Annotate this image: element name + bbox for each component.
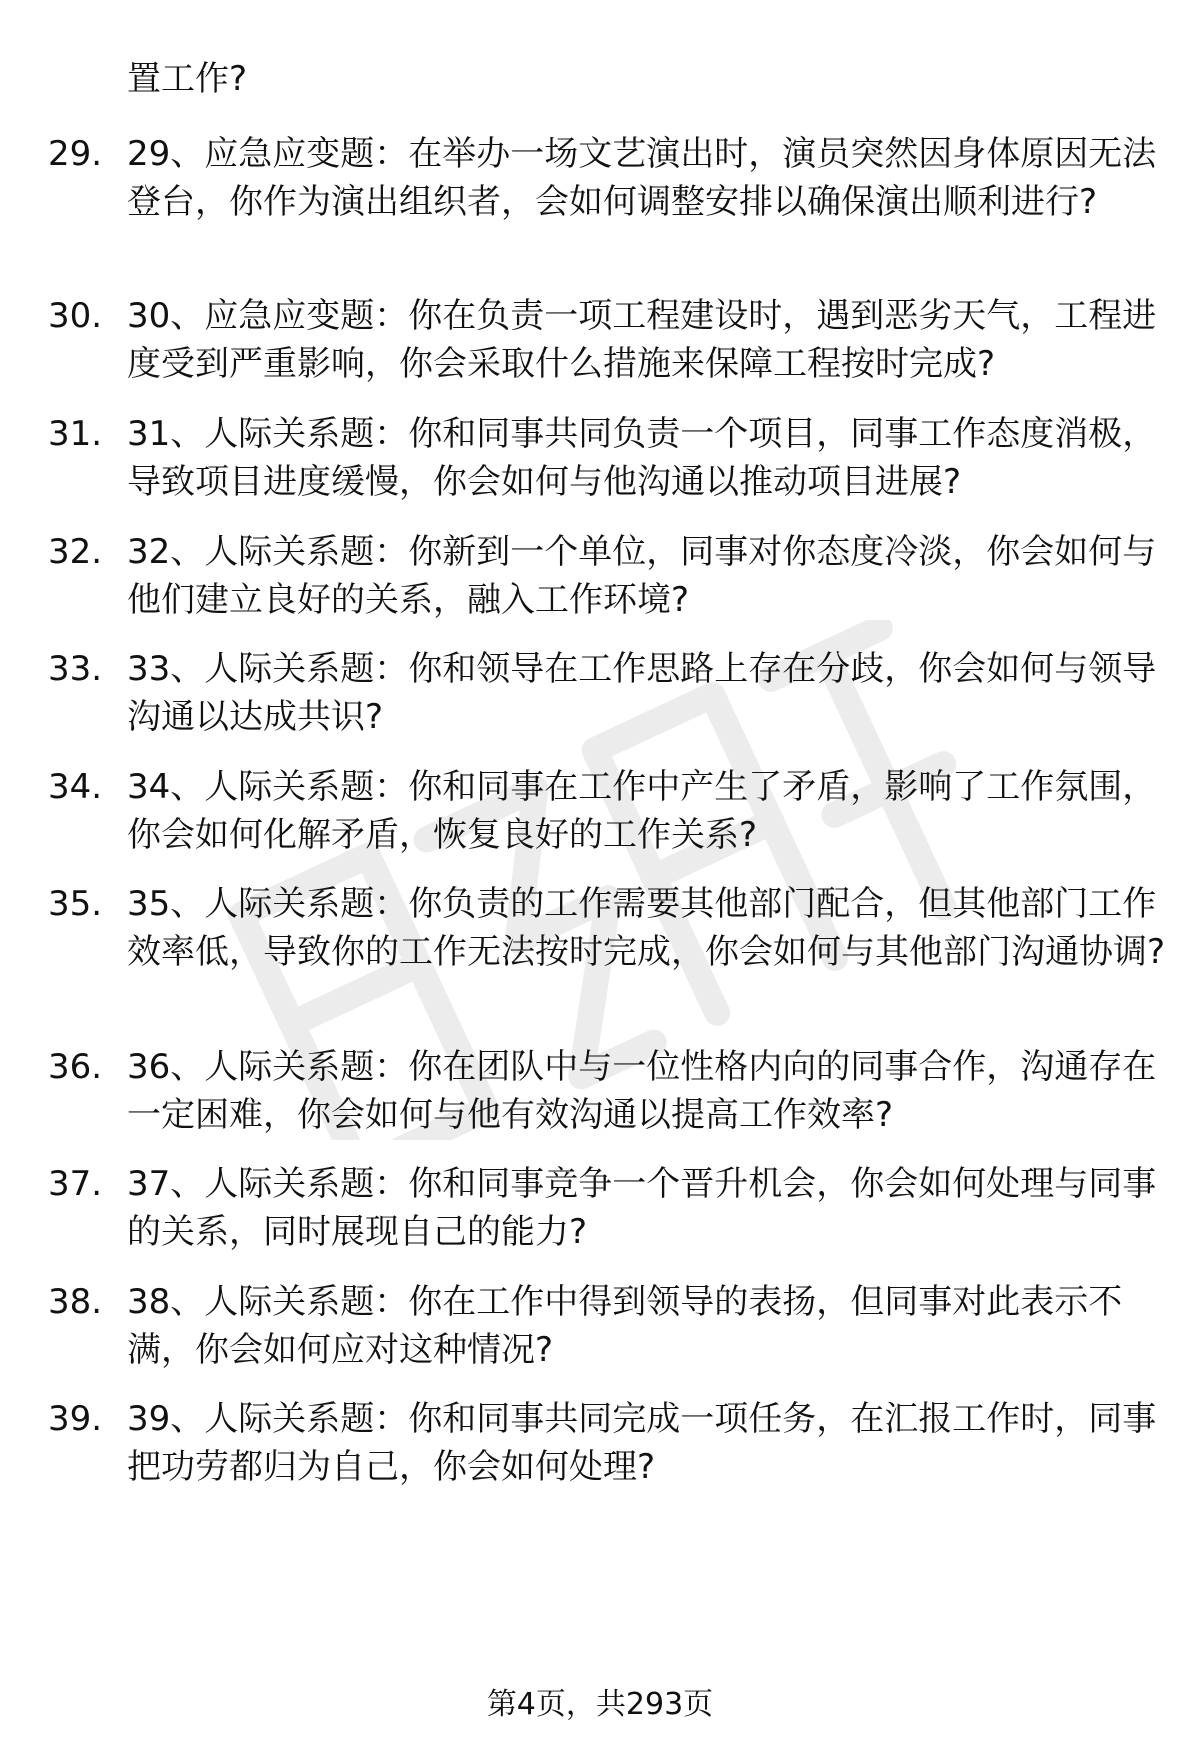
- question-number: 31.: [48, 414, 103, 454]
- question-text: 38、人际关系题：你在工作中得到领导的表扬，但同事对此表示不满，你会如何应对这种情况?: [127, 1282, 1123, 1370]
- question-text: 37、人际关系题：你和同事竞争一个晋升机会，你会如何处理与同事的关系，同时展现自己的能力?: [127, 1164, 1157, 1252]
- question-number: 29.: [48, 134, 103, 174]
- question-number: 36.: [48, 1047, 103, 1087]
- question-number: 37.: [48, 1164, 103, 1204]
- question-text: 29、应急应变题：在举办一场文艺演出时，演员突然因身体原因无法登台，你作为演出组织者，会如何调整安排以确保演出顺利进行?: [127, 134, 1157, 222]
- question-number: 35.: [48, 884, 103, 924]
- page-footer: 第4页，共293页: [486, 1687, 714, 1722]
- question-text: 31、人际关系题：你和同事共同负责一个项目，同事工作态度消极，导致项目进度缓慢，你会如何与他沟通以推动项目进展?: [127, 414, 1157, 502]
- question-number: 34.: [48, 767, 103, 807]
- question-text: 35、人际关系题：你负责的工作需要其他部门配合，但其他部门工作效率低，导致你的工作无法按时完成，你会如何与其他部门沟通协调?: [127, 884, 1166, 972]
- question-text: 33、人际关系题：你和领导在工作思路上存在分歧，你会如何与领导沟通以达成共识?: [127, 649, 1157, 737]
- question-text: 36、人际关系题：你在团队中与一位性格内向的同事合作，沟通存在一定困难，你会如何与他有效沟通以提高工作效率?: [127, 1047, 1157, 1135]
- question-number: 39.: [48, 1399, 103, 1439]
- question-number: 32.: [48, 532, 103, 572]
- question-number: 38.: [48, 1282, 103, 1322]
- question-text: 34、人际关系题：你和同事在工作中产生了矛盾，影响了工作氛围，你会如何化解矛盾，恢复良好的工作关系?: [127, 767, 1157, 855]
- question-text: 32、人际关系题：你新到一个单位，同事对你态度冷淡，你会如何与他们建立良好的关系，融入工作环境?: [127, 532, 1157, 620]
- continuation-text: 置工作?: [127, 59, 248, 99]
- question-number: 33.: [48, 649, 103, 689]
- question-text: 30、应急应变题：你在负责一项工程建设时，遇到恶劣天气，工程进度受到严重影响，你会采取什么措施来保障工程按时完成?: [127, 296, 1157, 384]
- question-number: 30.: [48, 296, 103, 336]
- question-text: 39、人际关系题：你和同事共同完成一项任务，在汇报工作时，同事把功劳都归为自己，你会如何处理?: [127, 1399, 1157, 1487]
